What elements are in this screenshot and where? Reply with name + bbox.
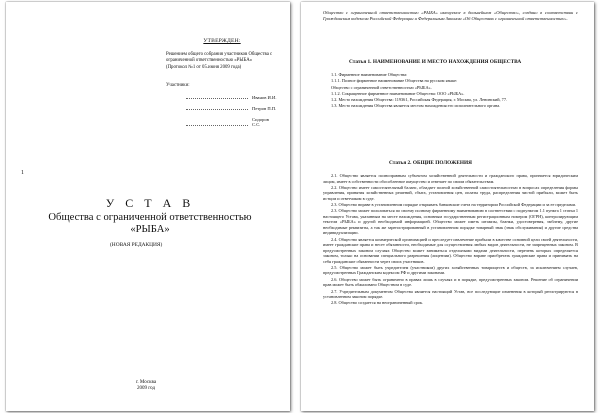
signature-dots: [186, 95, 248, 99]
signatory-name: Сидоров С.С.: [252, 117, 269, 127]
approval-decision: Решением общего собрания участников Общества с ограниченной ответственностью «РЫБА»: [166, 52, 273, 63]
signatory-name: Иванов И.И.: [252, 95, 277, 100]
document-page-title: [6, 2, 290, 411]
footer-city: г. Москва: [135, 380, 157, 385]
document-title: [26, 196, 274, 248]
article-2-body: [323, 173, 578, 307]
signature-line: [166, 106, 278, 111]
signature-line: [166, 95, 278, 100]
article-1-title: Статья 1. НАИМЕНОВАНИЕ И МЕСТО НАХОЖДЕНИЯ ОБЩЕСТВА: [349, 59, 522, 65]
edition-label: (НОВАЯ РЕДАКЦИЯ): [110, 242, 163, 248]
article-2-item: 2.7. Учредительным документом Общества является настоящий Устав, все последующие изменения в который регистрируются в установленном законом порядке.: [323, 288, 578, 300]
page-marker: 1: [21, 170, 24, 176]
article-1-item: 1.2. Место нахождения Общества: 119361, Российская Федерация, г. Москва, ул. Ленинский, 77.: [331, 97, 508, 103]
article-1-item: 1.1.1. Полное фирменное наименование Общества на русском языке:: [331, 78, 458, 84]
article-2-item: 2.6. Общество может быть ограничено в правах лишь в случаях и в порядке, предусмотренных законом. Решение об ограничении прав может быть обжаловано Обществом в суде.: [323, 276, 578, 288]
article-1-item: 1.1. Фирменное наименование Общества:: [331, 72, 408, 77]
article-2-item: 2.3. Общество вправе в установленном порядке открывать банковские счета на территории Российской Федерации и за ее пределами.: [331, 202, 576, 208]
article-1-item: 1.1.2. Сокращенное фирменное наименование Общества: ООО «РЫБА».: [331, 90, 465, 96]
document-page-body: [301, 2, 594, 411]
signatory-name: Петров П.П.: [252, 106, 277, 111]
intro-paragraph: Общество с ограниченной ответственностью «РЫБА» именуемое в дальнейшем «Общество», создано в соответствии с Гражданским кодексом Российской Федерации и Федеральным Законом «Об Обществах с ограниченной ответственностью».: [323, 10, 578, 21]
article-2-item: 2.2. Общество имеет самостоятельный баланс, обладает полной хозяйственной самостоятельностью в вопросах определения формы управления, принятия хозяйственных решений, сбыта, установления цен, оплаты труда, распределения чистой прибыли, может быть истцом и ответчиком в суде.: [323, 184, 578, 201]
participants-label: Участники:: [166, 83, 190, 88]
approval-protocol: (Протокол №1 от 05.июня 2009 года): [166, 65, 242, 70]
article-1-item: Общество с ограниченной ответственностью «РЫБА».: [331, 84, 432, 90]
title-footer: [106, 380, 186, 392]
article-2-item: 2.4. Общество является коммерческой организацией и преследует извлечение прибыли в качестве основной цели своей деятельности, имеет гражданские права и несет обязанности, необходимые для осуществления любых видов деятельности, не запрещенных законом. В предусмотренных законом случаях Общество может заниматься отдельными видами деятельности, перечень которых определяется законом, только на основании специального разрешения (лицензии). Общество вправе приобретать гражданские права и принимать на себя гражданские обязанности через своих участников.: [323, 236, 578, 264]
article-1-body: [323, 72, 578, 110]
article-2-item: 2.8. Общество создается на неограниченный срок.: [331, 300, 424, 306]
article-2-item: 2.3. Общество может пользоваться по своему полному фирменному наименованию в соответствии с подпунктом 1.1 пункта 1 статьи 1 настоящего Устава, указанным на месте нахождения, основным государственным регистрационным номером (ОГРН), контролирующим текстом «РЫБА» и другой необходимой информацией. Общество может иметь штампы, бланки, удостоверения, эмблему, другие необходимые реквизиты, а так же зарегистрированный в установленном порядке товарный знак (знак обслуживания) и другие средства индивидуализации.: [323, 208, 578, 236]
signature-dots: [186, 117, 248, 126]
article-1-item: 1.3. Место нахождения Общества является местом нахождения его исполнительного органа.: [331, 103, 501, 109]
footer-year: 2009 год: [136, 386, 156, 391]
article-2-item: 2.1. Общество является полноправным субъектом хозяйственной деятельности и гражданского права, признается юридическим лицом, имеет в собственности обособленное имущество и отвечает по своим обязательствам.: [323, 173, 578, 184]
title-line-company-name: «РЫБА»: [130, 224, 170, 235]
title-line-charter: У С Т А В: [105, 196, 195, 210]
title-line-company-type: Общества с ограниченной ответственностью: [48, 212, 252, 223]
signature-dots: [186, 106, 248, 110]
article-2-item: 2.5. Общество может быть учредителем (участником) других хозяйственных товариществ и обществ, за исключением случаев, предусмотренных Гражданским кодексом РФ и другими законами.: [323, 264, 578, 276]
signature-line: [166, 117, 278, 127]
approval-header: УТВЕРЖДЕН:: [203, 38, 241, 44]
article-2-title: Статья 2. ОБЩИЕ ПОЛОЖЕНИЯ: [389, 160, 472, 166]
approval-block: [166, 38, 278, 127]
